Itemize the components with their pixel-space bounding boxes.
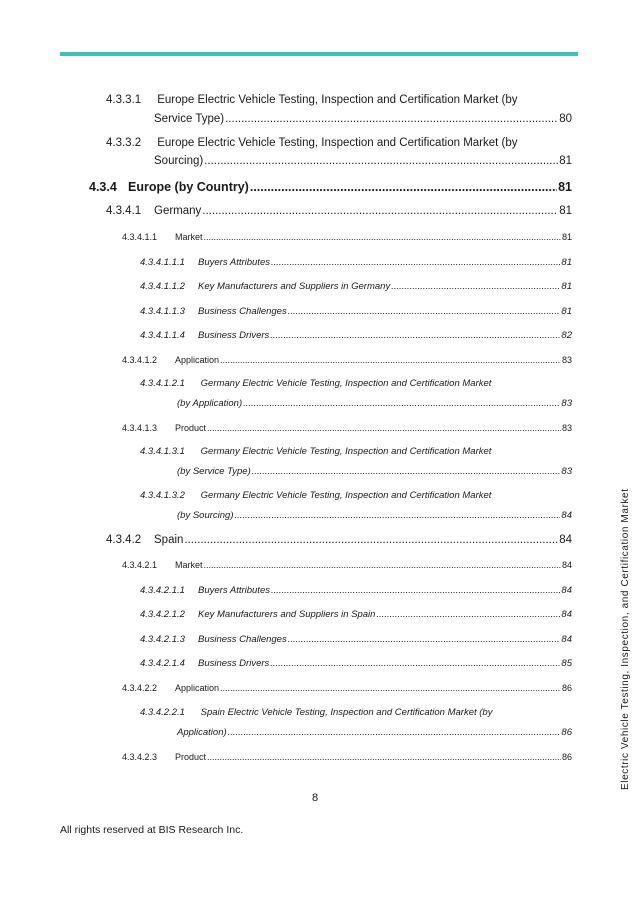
toc-entry-4-3-4-2-1-2[interactable] (140, 609, 572, 620)
toc-title: Market (175, 232, 203, 242)
toc-number: 4.3.4.1.1.3 (140, 306, 185, 317)
toc-page: 81 (561, 281, 572, 292)
toc-entry-4-3-3-1-line2[interactable] (154, 113, 572, 125)
toc-page: 86 (561, 752, 572, 762)
leader-dots (250, 180, 557, 194)
toc-page: 83 (561, 398, 572, 409)
toc-title-cont: Sourcing) (154, 155, 204, 167)
toc-entry-4-3-3-2-line2[interactable] (154, 155, 572, 167)
toc-entry-4-3-4-2-1-3[interactable] (140, 634, 572, 645)
toc-title: Germany Electric Vehicle Testing, Inspection and Certification Market (200, 378, 492, 389)
toc-title-cont: Service Type) (154, 113, 225, 125)
toc-page: 83 (561, 423, 572, 433)
toc-page: 84 (559, 534, 572, 546)
toc-number: 4.3.4.2.1 (122, 560, 158, 570)
leader-dots (288, 634, 561, 645)
toc-entry-4-3-3-1-line1[interactable] (106, 94, 518, 106)
toc-page: 84 (561, 634, 572, 645)
toc-entry-4-3-4-1-2-1-line2[interactable] (177, 398, 572, 409)
toc-page: 84 (561, 510, 572, 521)
toc-page: 82 (561, 330, 572, 341)
toc-number: 4.3.4.1.1.4 (140, 330, 185, 341)
toc-page: 84 (561, 560, 572, 570)
toc-entry-4-3-4[interactable] (89, 180, 572, 194)
toc-page: 81 (561, 257, 572, 268)
toc-title: Product (175, 423, 207, 433)
toc-page: 81 (561, 306, 572, 317)
toc-page: 85 (561, 658, 572, 669)
toc-number: 4.3.4.1.1 (122, 232, 158, 242)
accent-bar (60, 52, 578, 56)
toc-number: 4.3.4.2.1.1 (140, 585, 185, 596)
leader-dots (204, 560, 561, 570)
toc-title: Business Drivers (198, 330, 270, 341)
toc-entry-4-3-4-1-3-2-line1[interactable] (140, 490, 491, 501)
toc-number: 4.3.4.2.3 (122, 752, 158, 762)
leader-dots (207, 423, 561, 433)
leader-dots (271, 585, 560, 596)
toc-page: 81 (559, 155, 572, 167)
toc-number: 4.3.3.2 (106, 137, 142, 149)
toc-entry-4-3-4-1-3-1-line2[interactable] (177, 466, 572, 477)
leader-dots (288, 306, 561, 317)
toc-entry-4-3-4-1[interactable] (106, 205, 572, 217)
toc-entry-4-3-4-2-2-1-line1[interactable] (140, 707, 492, 718)
toc-number: 4.3.4.1 (106, 205, 142, 217)
leader-dots (391, 281, 560, 292)
toc-title: Business Challenges (198, 634, 287, 645)
toc-number: 4.3.4.1.3 (122, 423, 158, 433)
toc-title: Key Manufacturers and Suppliers in Germany (198, 281, 391, 292)
toc-page: 81 (558, 180, 572, 194)
leader-dots (225, 113, 558, 125)
toc-title: Business Challenges (198, 306, 287, 317)
leader-dots (376, 609, 560, 620)
toc-title: Business Drivers (198, 658, 270, 669)
leader-dots (270, 330, 560, 341)
leader-dots (243, 398, 560, 409)
toc-number: 4.3.4.2 (106, 534, 142, 546)
toc-number: 4.3.3.1 (106, 94, 142, 106)
toc-number: 4.3.4.2.1.2 (140, 609, 185, 620)
side-title: Electric Vehicle Testing, Inspection, and Certification Market (620, 488, 631, 790)
toc-title: Spain (154, 534, 184, 546)
toc-page: 84 (561, 609, 572, 620)
toc-title: Europe Electric Vehicle Testing, Inspection and Certification Market (by (157, 94, 518, 106)
toc-entry-4-3-3-2-line1[interactable] (106, 137, 518, 149)
toc-entry-4-3-4-1-1[interactable] (122, 232, 572, 242)
toc-title: Product (175, 752, 207, 762)
toc-entry-4-3-4-2[interactable] (106, 534, 572, 546)
leader-dots (228, 727, 561, 738)
toc-number: 4.3.4 (89, 180, 117, 194)
leader-dots (252, 466, 561, 477)
toc-entry-4-3-4-1-1-2[interactable] (140, 281, 572, 292)
footer-copyright: All rights reserved at BIS Research Inc. (60, 824, 244, 836)
toc-entry-4-3-4-2-2-1-line2[interactable] (177, 727, 572, 738)
toc-entry-4-3-4-2-1-1[interactable] (140, 585, 572, 596)
toc-title: Germany Electric Vehicle Testing, Inspection and Certification Market (200, 490, 492, 501)
toc-page: 80 (559, 113, 572, 125)
leader-dots (204, 155, 558, 167)
toc-entry-4-3-4-1-2[interactable] (122, 355, 572, 365)
leader-dots (220, 683, 561, 693)
leader-dots (204, 232, 561, 242)
toc-page: 81 (561, 232, 572, 242)
toc-entry-4-3-4-1-3[interactable] (122, 423, 572, 433)
toc-page: 86 (561, 727, 572, 738)
toc-title: Germany Electric Vehicle Testing, Inspection and Certification Market (200, 446, 492, 457)
toc-title: Europe (by Country) (128, 180, 249, 194)
leader-dots (270, 658, 560, 669)
leader-dots (202, 205, 558, 217)
toc-page: 84 (561, 585, 572, 596)
toc-entry-4-3-4-2-1[interactable] (122, 560, 572, 570)
toc-number: 4.3.4.2.2.1 (140, 707, 185, 718)
leader-dots (271, 257, 560, 268)
toc-title: Buyers Attributes (198, 585, 270, 596)
toc-number: 4.3.4.1.2.1 (140, 378, 185, 389)
toc-number: 4.3.4.1.1.1 (140, 257, 185, 268)
toc-number: 4.3.4.1.2 (122, 355, 158, 365)
toc-number: 4.3.4.2.1.3 (140, 634, 185, 645)
leader-dots (184, 534, 558, 546)
toc-number: 4.3.4.2.2 (122, 683, 158, 693)
leader-dots (235, 510, 561, 521)
toc-number: 4.3.4.2.1.4 (140, 658, 185, 669)
toc-title: Spain Electric Vehicle Testing, Inspection and Certification Market (by (200, 707, 493, 718)
toc-entry-4-3-4-1-3-1-line1[interactable] (140, 446, 491, 457)
toc-page: 83 (561, 355, 572, 365)
toc-title: Germany (154, 205, 202, 217)
toc-title: Market (175, 560, 203, 570)
toc-title: Application (175, 683, 220, 693)
toc-entry-4-3-4-2-3[interactable] (122, 752, 572, 762)
toc-title-cont: (by Application) (177, 398, 243, 409)
toc-title: Application (175, 355, 220, 365)
toc-entry-4-3-4-1-2-1-line1[interactable] (140, 378, 491, 389)
toc-page: 83 (561, 466, 572, 477)
leader-dots (207, 752, 561, 762)
toc-title-cont: Application) (177, 727, 227, 738)
toc-page: 86 (561, 683, 572, 693)
toc-title: Key Manufacturers and Suppliers in Spain (198, 609, 376, 620)
toc-entry-4-3-4-1-1-4[interactable] (140, 330, 572, 341)
toc-entry-4-3-4-2-1-4[interactable] (140, 658, 572, 669)
toc-entry-4-3-4-1-1-1[interactable] (140, 257, 572, 268)
page-number: 8 (312, 792, 319, 804)
toc-number: 4.3.4.1.3.2 (140, 490, 185, 501)
toc-title-cont: (by Sourcing) (177, 510, 234, 521)
leader-dots (220, 355, 561, 365)
toc-page: 81 (559, 205, 572, 217)
toc-title-cont: (by Service Type) (177, 466, 251, 477)
toc-entry-4-3-4-2-2[interactable] (122, 683, 572, 693)
toc-number: 4.3.4.1.1.2 (140, 281, 185, 292)
toc-title: Buyers Attributes (198, 257, 270, 268)
toc-entry-4-3-4-1-3-2-line2[interactable] (177, 510, 572, 521)
toc-entry-4-3-4-1-1-3[interactable] (140, 306, 572, 317)
toc-title: Europe Electric Vehicle Testing, Inspection and Certification Market (by (157, 137, 518, 149)
toc-number: 4.3.4.1.3.1 (140, 446, 185, 457)
